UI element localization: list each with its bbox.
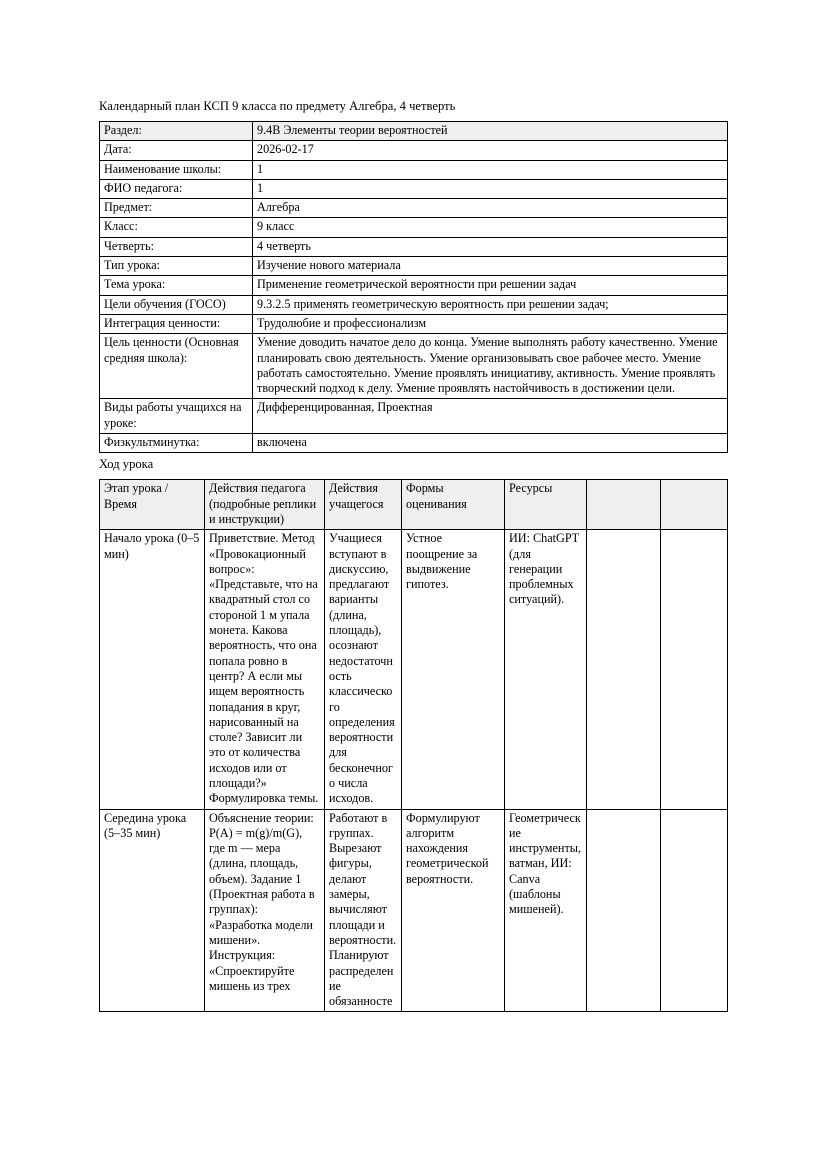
column-header-extra-1	[587, 480, 661, 530]
column-header-teacher-actions: Действия педагога (подробные реплики и инструкции)	[205, 480, 325, 530]
cell-student-actions: Учащиеся вступают в дискуссию, предлагают варианты (длина, площадь), осознают недостаточность классического определения вероятности для бесконечного числа исходов.	[325, 530, 402, 809]
table-row	[100, 399, 728, 434]
table-row	[100, 122, 728, 141]
table-row	[100, 334, 728, 399]
info-label: Дата:	[100, 141, 253, 160]
cell-student-actions: Работают в группах. Вырезают фигуры, делают замеры, вычисляют площади и вероятности. Планируют распределение обязанносте	[325, 809, 402, 1012]
table-row	[100, 179, 728, 198]
lesson-flow-body	[100, 530, 728, 1012]
info-label: Раздел:	[100, 122, 253, 141]
page-title: Календарный план КСП 9 класса по предмету Алгебра, 4 четверть	[99, 99, 456, 113]
lesson-flow-header	[100, 480, 728, 530]
lesson-info-body	[100, 122, 728, 453]
cell-extra-2	[661, 809, 728, 1012]
lesson-info-table	[99, 121, 728, 453]
table-header-row	[100, 480, 728, 530]
cell-assessment: Устное поощрение за выдвижение гипотез.	[402, 530, 505, 809]
table-row	[100, 218, 728, 237]
info-value: Алгебра	[253, 199, 728, 218]
info-value: 2026-02-17	[253, 141, 728, 160]
table-row	[100, 434, 728, 453]
info-value: 1	[253, 160, 728, 179]
cell-stage: Середина урока (5–35 мин)	[100, 809, 205, 1012]
info-value: 4 четверть	[253, 237, 728, 256]
lesson-flow-table	[99, 479, 728, 1012]
info-label: ФИО педагога:	[100, 179, 253, 198]
cell-extra-2	[661, 530, 728, 809]
info-value: включена	[253, 434, 728, 453]
info-label: Наименование школы:	[100, 160, 253, 179]
info-value: 1	[253, 179, 728, 198]
column-header-student-actions: Действия учащегося	[325, 480, 402, 530]
column-header-assessment: Формы оценивания	[402, 480, 505, 530]
info-value: Изучение нового материала	[253, 257, 728, 276]
info-value: Применение геометрической вероятности при решении задач	[253, 276, 728, 295]
table-row	[100, 809, 728, 1012]
info-value: 9 класс	[253, 218, 728, 237]
table-row	[100, 276, 728, 295]
cell-teacher-actions: Приветствие. Метод «Провокационный вопрос»: «Представьте, что на квадратный стол со стороной 1 м упала монета. Какова вероятность, что она попала ровно в центр? А если мы ищем вероятность попадания в круг, нарисованный на столе? Зависит ли это от количества исходов или от площади?» Формулировка темы.	[205, 530, 325, 809]
table-row	[100, 237, 728, 256]
info-label: Предмет:	[100, 199, 253, 218]
table-row	[100, 199, 728, 218]
info-label: Тип урока:	[100, 257, 253, 276]
table-row	[100, 295, 728, 314]
info-label: Цели обучения (ГОСО)	[100, 295, 253, 314]
cell-teacher-actions: Объяснение теории: P(A) = m(g)/m(G), где m — мера (длина, площадь, объем). Задание 1 (Проектная работа в группах): «Разработка модели мишени». Инструкция: «Спроектируйте мишень из трех	[205, 809, 325, 1012]
info-label: Тема урока:	[100, 276, 253, 295]
info-value: Дифференцированная, Проектная	[253, 399, 728, 434]
info-label: Физкультминутка:	[100, 434, 253, 453]
info-label: Цель ценности (Основная средняя школа):	[100, 334, 253, 399]
info-label: Класс:	[100, 218, 253, 237]
cell-extra-1	[587, 809, 661, 1012]
table-row	[100, 314, 728, 333]
table-row	[100, 141, 728, 160]
info-label: Виды работы учащихся на уроке:	[100, 399, 253, 434]
info-value: 9.4В Элементы теории вероятностей	[253, 122, 728, 141]
table-row	[100, 530, 728, 809]
table-row	[100, 257, 728, 276]
cell-resources: Геометрические инструменты, ватман, ИИ: Canva (шаблоны мишеней).	[505, 809, 587, 1012]
info-value: Трудолюбие и профессионализм	[253, 314, 728, 333]
column-header-stage: Этап урока / Время	[100, 480, 205, 530]
cell-extra-1	[587, 530, 661, 809]
column-header-extra-2	[661, 480, 728, 530]
cell-assessment: Формулируют алгоритм нахождения геометрической вероятности.	[402, 809, 505, 1012]
section-heading-lesson-flow: Ход урока	[99, 457, 154, 472]
table-row	[100, 160, 728, 179]
info-value: Умение доводить начатое дело до конца. Умение выполнять работу качественно. Умение планировать свою деятельность. Умение организовывать свое рабочее место. Умение работать самостоятельно. Умение проявлять инициативу, активность. Умение проявлять творческий подход к делу. Умение проявлять настойчивость в достижении цели.	[253, 334, 728, 399]
info-label: Четверть:	[100, 237, 253, 256]
info-value: 9.3.2.5 применять геометрическую вероятность при решении задач;	[253, 295, 728, 314]
cell-resources: ИИ: ChatGPT (для генерации проблемных ситуаций).	[505, 530, 587, 809]
info-label: Интеграция ценности:	[100, 314, 253, 333]
column-header-resources: Ресурсы	[505, 480, 587, 530]
cell-stage: Начало урока (0–5 мин)	[100, 530, 205, 809]
